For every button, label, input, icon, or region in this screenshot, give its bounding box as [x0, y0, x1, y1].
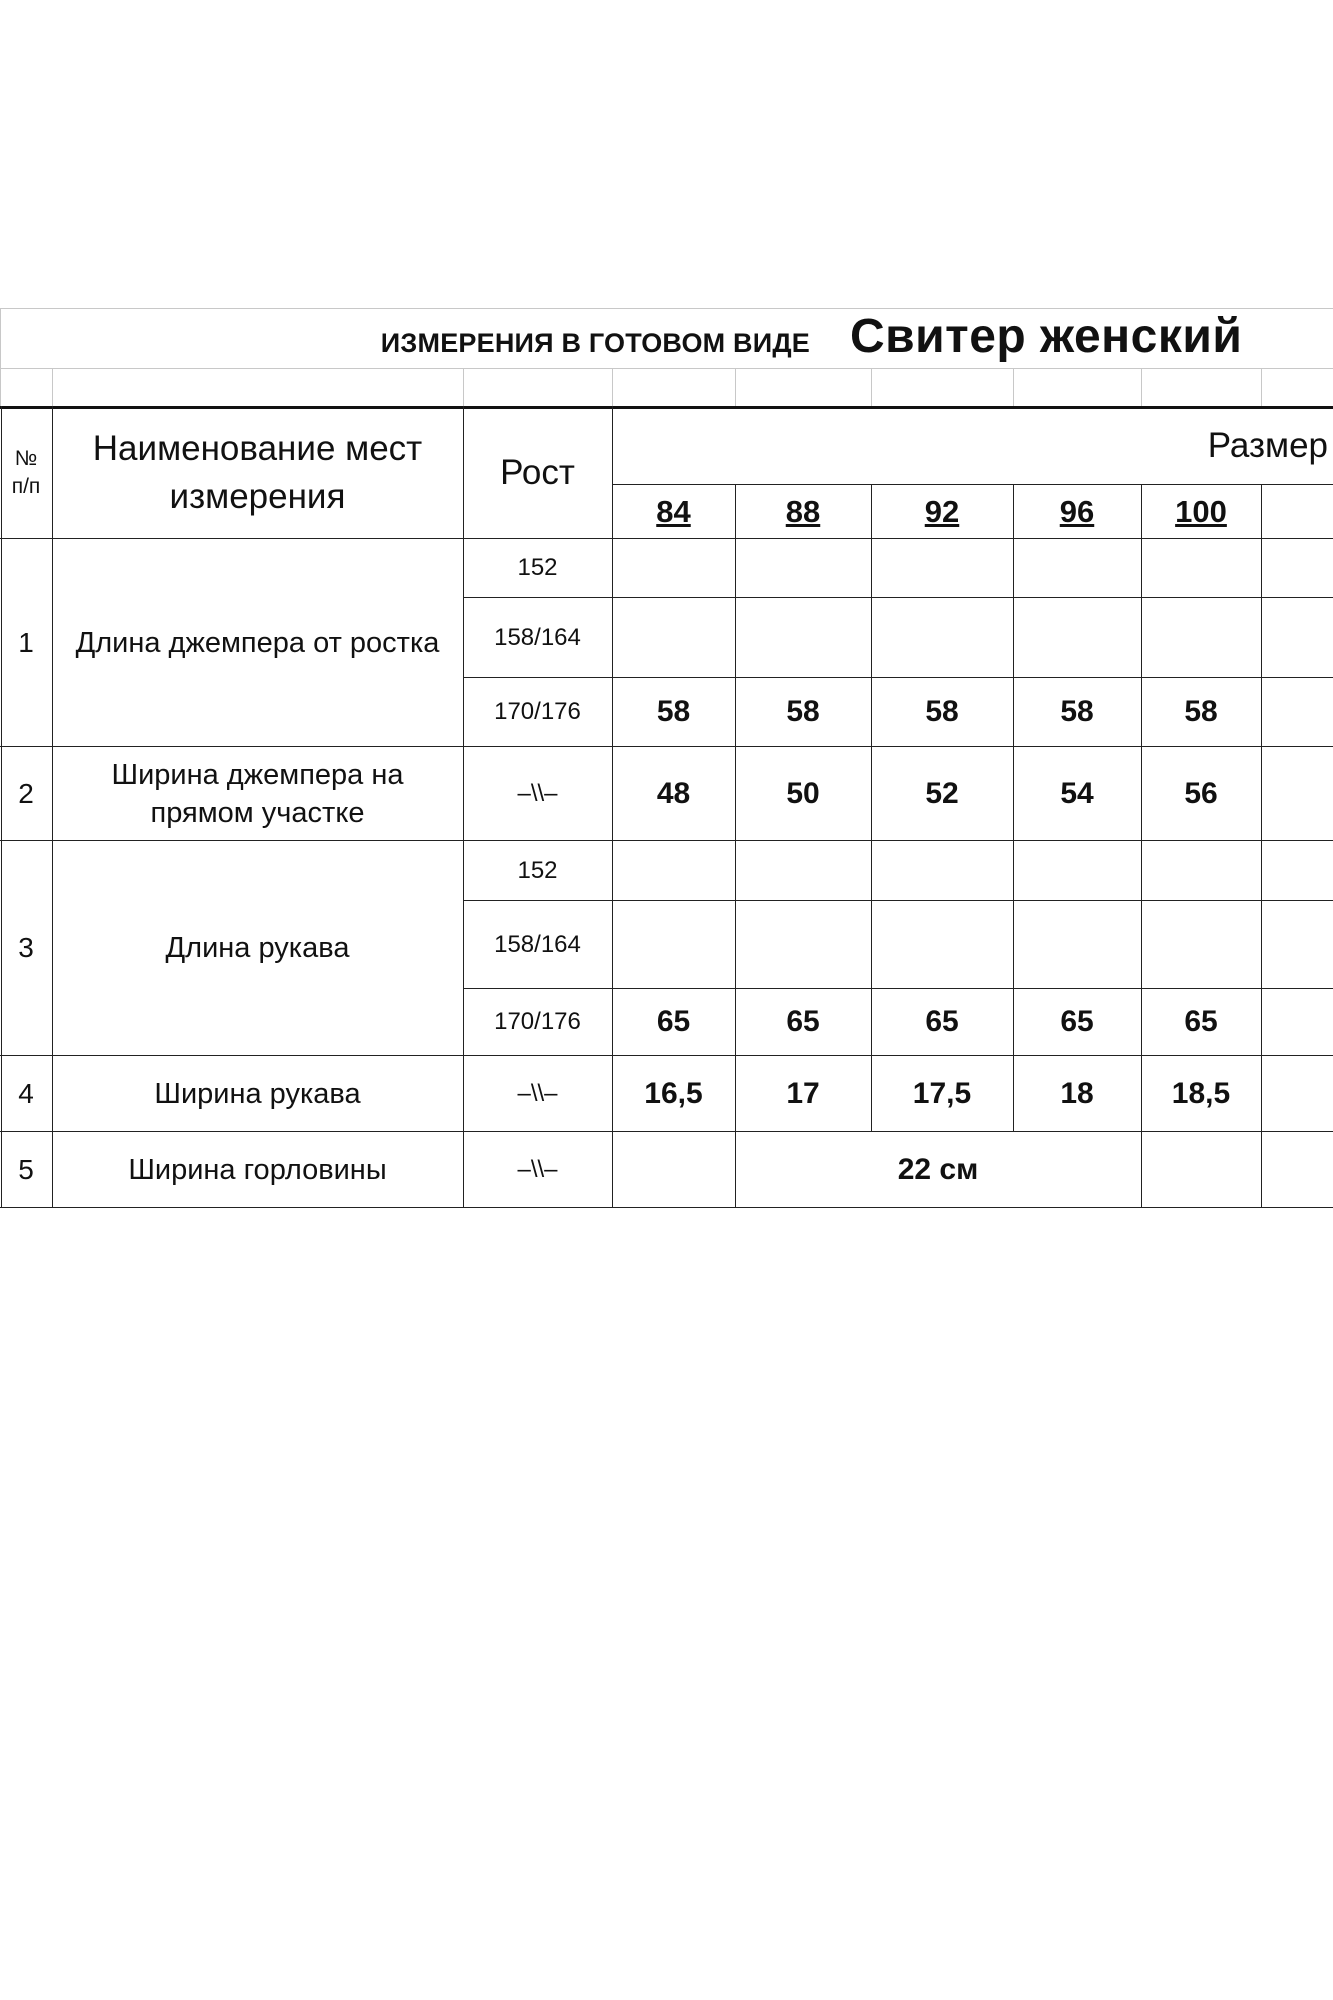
chart-title: [850, 306, 1320, 366]
size-header-cell: [1013, 485, 1141, 538]
value-cell: [871, 747, 1013, 840]
grid-line: [612, 368, 613, 408]
measurement-name-line1: Ширина горловины: [128, 1153, 387, 1186]
value-cell: [735, 1056, 871, 1131]
chart-subtitle-text: ИЗМЕРЕНИЯ В ГОТОВОМ ВИДЕ: [380, 327, 810, 358]
row-number: [0, 1132, 52, 1207]
grid-line: [1013, 368, 1014, 408]
value-cell-text: 17,5: [912, 1076, 972, 1110]
measurement-name-line1: Длина джемпера от ростка: [75, 626, 440, 659]
grid-line: [0, 308, 1333, 309]
measurement-name-line1: Ширина рукава: [154, 1077, 361, 1110]
value-cell-text: 58: [1184, 695, 1218, 728]
value-cell-text: 18: [1060, 1076, 1094, 1110]
size-header-cell: [871, 485, 1013, 538]
row-number: [0, 841, 52, 1055]
value-cell: [871, 989, 1013, 1055]
value-cell: [1141, 678, 1261, 746]
value-cell-text: 54: [1060, 776, 1094, 810]
value-cell: [871, 678, 1013, 746]
value-cell: [612, 989, 735, 1055]
row-number-text: 5: [18, 1153, 34, 1185]
column-header-size-group: [612, 408, 1328, 484]
value-cell-text: 65: [1184, 1005, 1218, 1038]
size-header-96: 96: [1059, 493, 1095, 529]
column-header-measurement: [52, 408, 463, 538]
grid-line: [1141, 368, 1142, 408]
value-cell: [1013, 1056, 1141, 1131]
value-cell: [612, 678, 735, 746]
measurement-name: [52, 747, 463, 840]
value-cell: [1013, 747, 1141, 840]
size-header-88: 88: [785, 493, 821, 529]
value-cell: [735, 678, 871, 746]
value-cell: [1141, 989, 1261, 1055]
value-cell: [871, 1056, 1013, 1131]
measurement-name-line2: прямом участке: [150, 796, 365, 829]
height-cell-text: –\\–: [517, 1155, 558, 1183]
grid-line: [871, 368, 872, 408]
height-cell-text: 170/176: [494, 698, 581, 725]
value-cell-text: 58: [925, 695, 959, 728]
height-cell-text: –\\–: [517, 1079, 558, 1107]
size-header-cell: [735, 485, 871, 538]
column-header-measurement-line1: Наименование мест: [92, 429, 423, 468]
measurement-name-line1: Длина рукава: [165, 932, 350, 964]
table-bottom-border: [0, 1207, 1333, 1208]
height-cell-text: 170/176: [494, 1008, 581, 1035]
value-cell-text: 56: [1184, 776, 1218, 810]
value-cell: [1013, 678, 1141, 746]
height-cell-text: 152: [517, 856, 558, 884]
row-number-text: 4: [18, 1077, 34, 1109]
height-cell: [463, 678, 612, 746]
size-header-92: 92: [924, 493, 960, 529]
measurement-name: [52, 1056, 463, 1131]
grid-line: [0, 368, 1333, 369]
height-cell-text: 158/164: [494, 930, 581, 958]
column-divider: [1261, 484, 1262, 1207]
height-cell: [463, 1056, 612, 1131]
height-cell: [463, 598, 612, 677]
value-cell-text: 52: [925, 776, 959, 810]
row-number-text: 1: [18, 626, 34, 658]
value-cell-text: 58: [656, 695, 691, 728]
column-header-measurement-line2: измерения: [169, 477, 346, 516]
size-header-84: 84: [656, 493, 691, 529]
value-cell-text: 48: [656, 776, 691, 810]
value-cell-text: 18,5: [1171, 1076, 1231, 1110]
grid-line: [0, 308, 1, 408]
height-cell: [463, 989, 612, 1055]
value-cell-text: 50: [786, 776, 820, 810]
row-number: [0, 747, 52, 840]
row-number: [0, 539, 52, 746]
measurement-name: [52, 539, 463, 746]
column-header-size-group-text: Размер: [1207, 426, 1328, 465]
column-header-height: [463, 408, 612, 538]
size-header-100: 100: [1175, 493, 1227, 529]
value-cell: [1141, 1056, 1261, 1131]
size-header-cell: [1141, 485, 1261, 538]
height-cell: [463, 841, 612, 900]
grid-line: [1261, 368, 1262, 408]
value-cell-text: 65: [786, 1005, 820, 1038]
merged-value-text: 22 см: [897, 1152, 979, 1186]
value-cell-text: 16,5: [644, 1076, 703, 1110]
row-number-text: 3: [18, 932, 34, 963]
measurement-name-line1: Ширина джемпера на: [111, 758, 404, 791]
column-header-number: [0, 408, 52, 538]
grid-line: [463, 368, 464, 408]
column-header-number-line1: №: [14, 447, 38, 470]
height-cell: [463, 901, 612, 988]
value-cell-text: 65: [656, 1005, 691, 1038]
value-cell-text: 58: [1060, 695, 1094, 728]
row-number: [0, 1056, 52, 1131]
value-cell: [612, 747, 735, 840]
chart-subtitle: [340, 318, 810, 368]
height-cell: [463, 539, 612, 597]
height-cell: [463, 747, 612, 840]
merged-value-cell: [735, 1132, 1141, 1207]
value-cell-text: 65: [1060, 1005, 1094, 1038]
value-cell: [1013, 989, 1141, 1055]
measurement-name: [52, 1132, 463, 1207]
height-cell-text: 158/164: [494, 623, 581, 651]
measurement-name: [52, 841, 463, 1055]
chart-title-text: Свитер женский: [850, 309, 1243, 363]
value-cell-text: 58: [786, 695, 820, 728]
value-cell: [735, 747, 871, 840]
grid-line: [52, 368, 53, 408]
height-cell: [463, 1132, 612, 1207]
column-header-height-text: Рост: [500, 453, 575, 492]
height-cell-text: 152: [517, 554, 558, 581]
value-cell-text: 65: [925, 1005, 959, 1038]
value-cell: [612, 1056, 735, 1131]
row-number-text: 2: [18, 777, 34, 809]
height-cell-text: –\\–: [517, 779, 558, 807]
size-header-cell: [612, 485, 735, 538]
value-cell: [1141, 747, 1261, 840]
value-cell-text: 17: [786, 1076, 820, 1110]
column-header-number-line2: п/п: [11, 475, 41, 498]
grid-line: [735, 368, 736, 408]
value-cell: [735, 989, 871, 1055]
